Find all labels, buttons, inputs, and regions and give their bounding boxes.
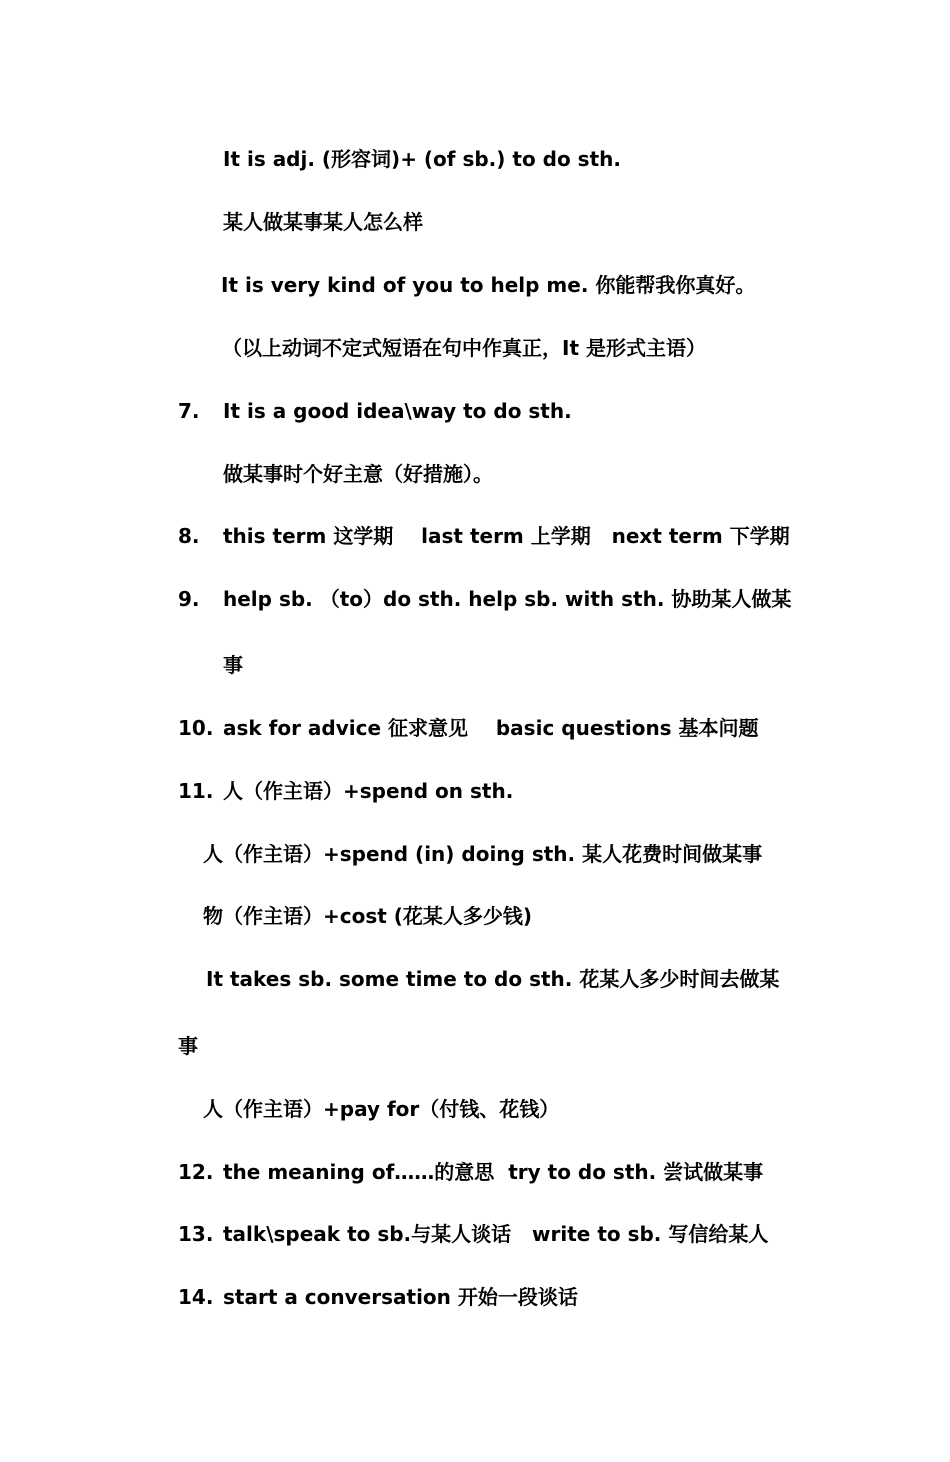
text-line: It takes sb. some time to do sth. 花某人多少时间去做某 — [206, 967, 780, 991]
text-line: this term 这学期 last term 上学期 next term 下学期 — [223, 524, 790, 548]
item-number: 12. — [178, 1160, 214, 1184]
text-line: 人（作主语）+pay for（付钱、花钱） — [203, 1097, 560, 1121]
text-line: start a conversation 开始一段谈话 — [223, 1285, 578, 1309]
text-line: It is adj. (形容词)+ (of sb.) to do sth. — [223, 147, 621, 171]
text-line: help sb. （to）do sth. help sb. with sth. 协助某人做某 — [223, 587, 792, 611]
text-line: （以上动词不定式短语在句中作真正，It 是形式主语） — [222, 336, 706, 360]
item-number: 10. — [178, 716, 214, 740]
item-number: 9. — [178, 587, 200, 611]
text-line: It is very kind of you to help me. 你能帮我你真好。 — [221, 273, 756, 297]
text-line: 某人做某事某人怎么样 — [223, 210, 423, 234]
text-line: 物（作主语）+cost (花某人多少钱) — [203, 904, 533, 928]
text-line: talk\speak to sb.与某人谈话 write to sb. 写信给某人 — [223, 1222, 769, 1246]
item-number: 11. — [178, 779, 214, 803]
text-line: 做某事时个好主意（好措施）。 — [223, 462, 493, 486]
item-number: 8. — [178, 524, 200, 548]
text-line: 事 — [223, 653, 243, 677]
text-line: ask for advice 征求意见 basic questions 基本问题 — [223, 716, 759, 740]
item-number: 13. — [178, 1222, 214, 1246]
text-line: 事 — [178, 1034, 198, 1058]
text-line: the meaning of……的意思 try to do sth. 尝试做某事 — [223, 1160, 764, 1184]
item-number: 14. — [178, 1285, 214, 1309]
text-line: 人（作主语）+spend on sth. — [223, 779, 514, 803]
text-line: 人（作主语）+spend (in) doing sth. 某人花费时间做某事 — [203, 842, 763, 866]
item-number: 7. — [178, 399, 200, 423]
text-line: It is a good idea\way to do sth. — [223, 399, 572, 423]
